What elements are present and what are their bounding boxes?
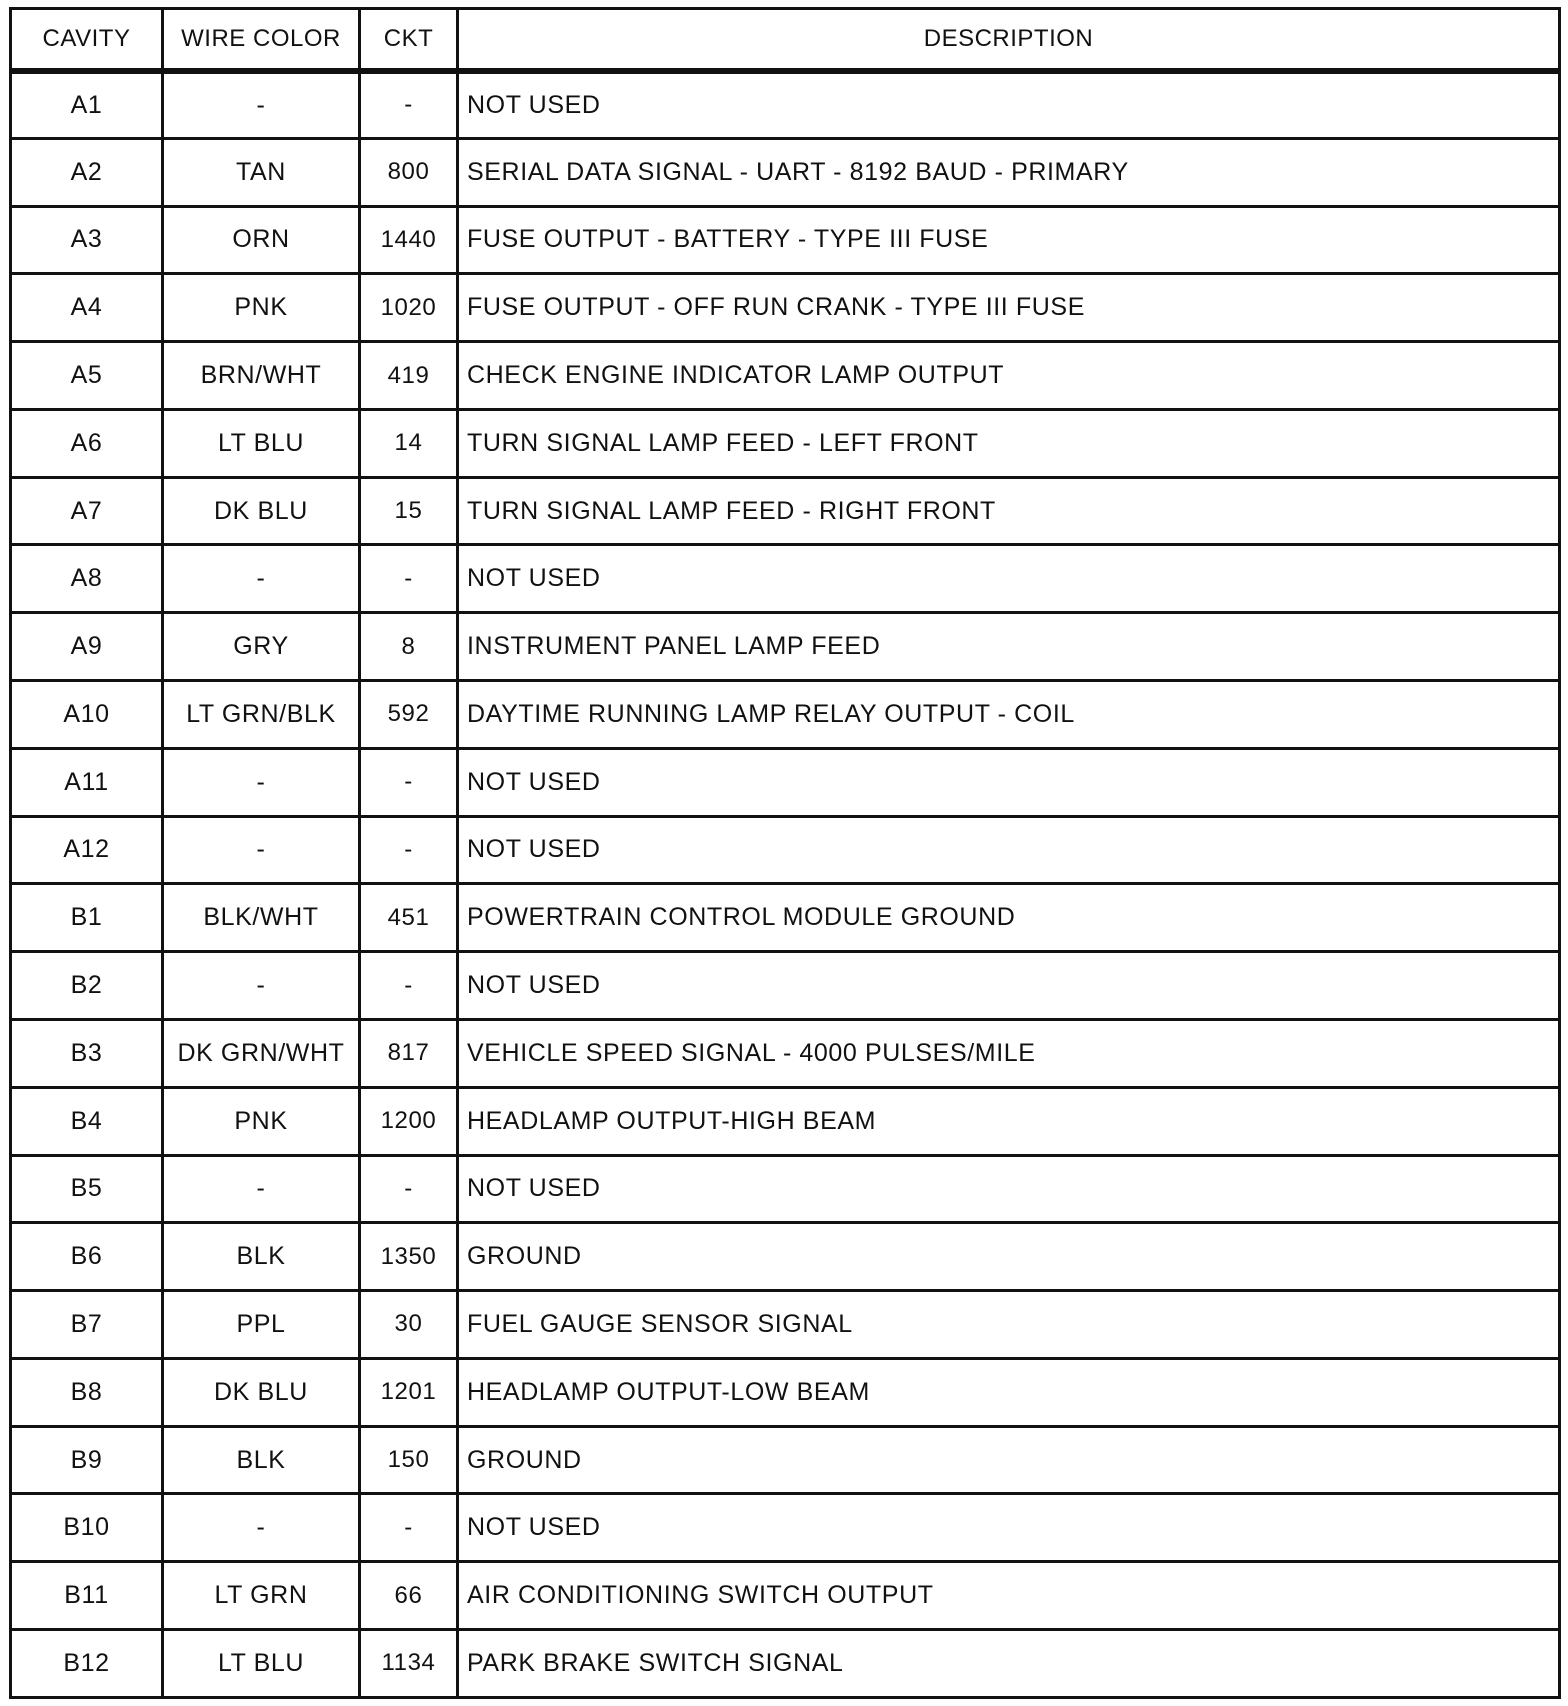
cell-description: PARK BRAKE SWITCH SIGNAL bbox=[458, 1629, 1560, 1697]
cell-description: TURN SIGNAL LAMP FEED - LEFT FRONT bbox=[458, 409, 1560, 477]
column-header-cavity: CAVITY bbox=[11, 9, 163, 71]
table-body bbox=[11, 71, 1560, 1698]
table-row bbox=[11, 545, 1560, 613]
cell-wire-color: BRN/WHT bbox=[163, 342, 360, 410]
cell-description: POWERTRAIN CONTROL MODULE GROUND bbox=[458, 884, 1560, 952]
table-row bbox=[11, 206, 1560, 274]
table-row bbox=[11, 274, 1560, 342]
cell-ckt: - bbox=[360, 71, 458, 139]
column-header-ckt: CKT bbox=[360, 9, 458, 71]
cell-ckt: 1200 bbox=[360, 1087, 458, 1155]
cell-ckt: 1201 bbox=[360, 1358, 458, 1426]
cell-wire-color: LT BLU bbox=[163, 409, 360, 477]
cell-description: GROUND bbox=[458, 1426, 1560, 1494]
cell-cavity: B4 bbox=[11, 1087, 163, 1155]
cell-cavity: B2 bbox=[11, 952, 163, 1020]
table-row bbox=[11, 952, 1560, 1020]
table-row bbox=[11, 1426, 1560, 1494]
column-header-description: DESCRIPTION bbox=[458, 9, 1560, 71]
table-row bbox=[11, 1562, 1560, 1630]
cell-ckt: - bbox=[360, 545, 458, 613]
cell-wire-color: GRY bbox=[163, 613, 360, 681]
table-row bbox=[11, 816, 1560, 884]
cell-cavity: B9 bbox=[11, 1426, 163, 1494]
cell-description: INSTRUMENT PANEL LAMP FEED bbox=[458, 613, 1560, 681]
cell-cavity: A1 bbox=[11, 71, 163, 139]
table-row bbox=[11, 1019, 1560, 1087]
cell-cavity: B12 bbox=[11, 1629, 163, 1697]
cell-ckt: 592 bbox=[360, 681, 458, 749]
table-row bbox=[11, 1629, 1560, 1697]
cell-ckt: 150 bbox=[360, 1426, 458, 1494]
cell-wire-color: - bbox=[163, 545, 360, 613]
cell-wire-color: - bbox=[163, 952, 360, 1020]
cell-ckt: - bbox=[360, 748, 458, 816]
cell-ckt: 800 bbox=[360, 138, 458, 206]
cell-wire-color: - bbox=[163, 1155, 360, 1223]
cell-wire-color: DK GRN/WHT bbox=[163, 1019, 360, 1087]
cell-description: NOT USED bbox=[458, 71, 1560, 139]
cell-cavity: B8 bbox=[11, 1358, 163, 1426]
cell-ckt: 15 bbox=[360, 477, 458, 545]
cell-description: NOT USED bbox=[458, 1155, 1560, 1223]
cell-cavity: A12 bbox=[11, 816, 163, 884]
cell-ckt: 30 bbox=[360, 1291, 458, 1359]
cell-cavity: A4 bbox=[11, 274, 163, 342]
connector-pinout-table bbox=[9, 7, 1561, 1699]
table-row bbox=[11, 71, 1560, 139]
table-row bbox=[11, 477, 1560, 545]
cell-description: FUEL GAUGE SENSOR SIGNAL bbox=[458, 1291, 1560, 1359]
cell-ckt: 1134 bbox=[360, 1629, 458, 1697]
cell-cavity: A8 bbox=[11, 545, 163, 613]
cell-cavity: B1 bbox=[11, 884, 163, 952]
table-row bbox=[11, 1223, 1560, 1291]
cell-description: DAYTIME RUNNING LAMP RELAY OUTPUT - COIL bbox=[458, 681, 1560, 749]
cell-cavity: B5 bbox=[11, 1155, 163, 1223]
cell-ckt: 1020 bbox=[360, 274, 458, 342]
cell-description: TURN SIGNAL LAMP FEED - RIGHT FRONT bbox=[458, 477, 1560, 545]
table-row bbox=[11, 409, 1560, 477]
table-row bbox=[11, 884, 1560, 952]
cell-description: NOT USED bbox=[458, 748, 1560, 816]
cell-cavity: B11 bbox=[11, 1562, 163, 1630]
cell-wire-color: PPL bbox=[163, 1291, 360, 1359]
cell-cavity: A3 bbox=[11, 206, 163, 274]
cell-description: NOT USED bbox=[458, 816, 1560, 884]
table-row bbox=[11, 342, 1560, 410]
cell-ckt: 451 bbox=[360, 884, 458, 952]
cell-wire-color: DK BLU bbox=[163, 1358, 360, 1426]
cell-description: VEHICLE SPEED SIGNAL - 4000 PULSES/MILE bbox=[458, 1019, 1560, 1087]
cell-ckt: - bbox=[360, 952, 458, 1020]
cell-wire-color: BLK/WHT bbox=[163, 884, 360, 952]
cell-cavity: A7 bbox=[11, 477, 163, 545]
cell-cavity: B6 bbox=[11, 1223, 163, 1291]
cell-description: HEADLAMP OUTPUT-LOW BEAM bbox=[458, 1358, 1560, 1426]
cell-description: SERIAL DATA SIGNAL - UART - 8192 BAUD - PRIMARY bbox=[458, 138, 1560, 206]
cell-wire-color: ORN bbox=[163, 206, 360, 274]
cell-ckt: 8 bbox=[360, 613, 458, 681]
table-row bbox=[11, 1291, 1560, 1359]
table-row bbox=[11, 613, 1560, 681]
cell-ckt: 1440 bbox=[360, 206, 458, 274]
cell-description: FUSE OUTPUT - BATTERY - TYPE III FUSE bbox=[458, 206, 1560, 274]
cell-wire-color: BLK bbox=[163, 1426, 360, 1494]
cell-wire-color: LT GRN bbox=[163, 1562, 360, 1630]
cell-ckt: - bbox=[360, 1494, 458, 1562]
connector-pinout-sheet bbox=[9, 7, 1558, 1699]
cell-description: AIR CONDITIONING SWITCH OUTPUT bbox=[458, 1562, 1560, 1630]
cell-cavity: A10 bbox=[11, 681, 163, 749]
cell-wire-color: PNK bbox=[163, 1087, 360, 1155]
cell-cavity: A11 bbox=[11, 748, 163, 816]
table-row bbox=[11, 1155, 1560, 1223]
cell-wire-color: - bbox=[163, 748, 360, 816]
cell-description: CHECK ENGINE INDICATOR LAMP OUTPUT bbox=[458, 342, 1560, 410]
cell-wire-color: PNK bbox=[163, 274, 360, 342]
cell-cavity: A5 bbox=[11, 342, 163, 410]
cell-cavity: B7 bbox=[11, 1291, 163, 1359]
table-row bbox=[11, 681, 1560, 749]
table-header bbox=[11, 9, 1560, 71]
cell-ckt: - bbox=[360, 1155, 458, 1223]
table-row bbox=[11, 1087, 1560, 1155]
cell-description: FUSE OUTPUT - OFF RUN CRANK - TYPE III FUSE bbox=[458, 274, 1560, 342]
cell-description: GROUND bbox=[458, 1223, 1560, 1291]
cell-wire-color: BLK bbox=[163, 1223, 360, 1291]
column-header-wire-color: WIRE COLOR bbox=[163, 9, 360, 71]
cell-ckt: 14 bbox=[360, 409, 458, 477]
cell-ckt: 419 bbox=[360, 342, 458, 410]
cell-wire-color: DK BLU bbox=[163, 477, 360, 545]
cell-description: NOT USED bbox=[458, 952, 1560, 1020]
cell-cavity: A9 bbox=[11, 613, 163, 681]
cell-wire-color: LT BLU bbox=[163, 1629, 360, 1697]
cell-cavity: A2 bbox=[11, 138, 163, 206]
cell-wire-color: - bbox=[163, 1494, 360, 1562]
cell-cavity: B3 bbox=[11, 1019, 163, 1087]
cell-wire-color: TAN bbox=[163, 138, 360, 206]
cell-ckt: 817 bbox=[360, 1019, 458, 1087]
cell-cavity: A6 bbox=[11, 409, 163, 477]
cell-wire-color: LT GRN/BLK bbox=[163, 681, 360, 749]
table-row bbox=[11, 1358, 1560, 1426]
cell-description: NOT USED bbox=[458, 545, 1560, 613]
cell-ckt: 66 bbox=[360, 1562, 458, 1630]
cell-description: HEADLAMP OUTPUT-HIGH BEAM bbox=[458, 1087, 1560, 1155]
header-row bbox=[11, 9, 1560, 71]
cell-cavity: B10 bbox=[11, 1494, 163, 1562]
table-row bbox=[11, 1494, 1560, 1562]
cell-wire-color: - bbox=[163, 816, 360, 884]
cell-wire-color: - bbox=[163, 71, 360, 139]
cell-ckt: - bbox=[360, 816, 458, 884]
cell-ckt: 1350 bbox=[360, 1223, 458, 1291]
cell-description: NOT USED bbox=[458, 1494, 1560, 1562]
table-row bbox=[11, 138, 1560, 206]
table-row bbox=[11, 748, 1560, 816]
